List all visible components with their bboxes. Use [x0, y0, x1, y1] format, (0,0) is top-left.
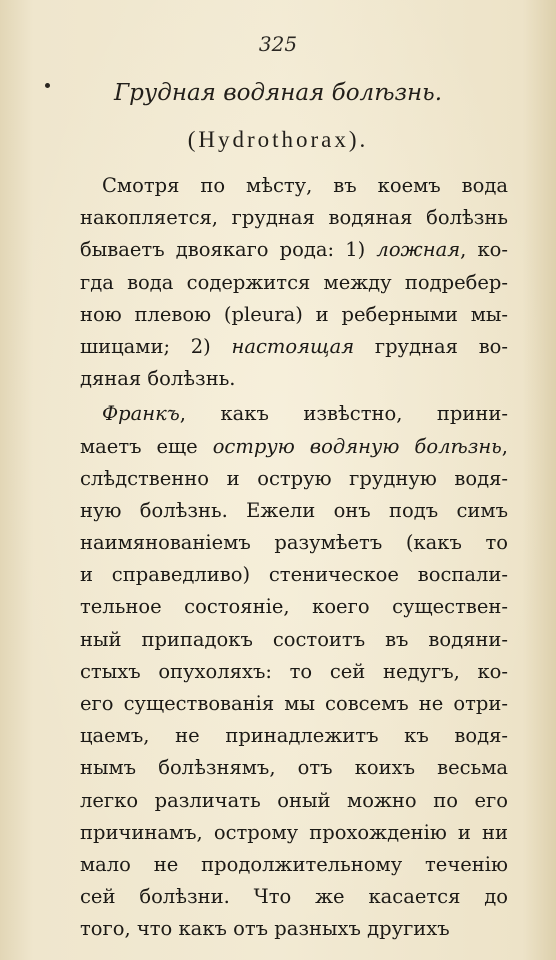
- text-line: [80, 170, 508, 202]
- text-segment: Смотря по мѣсту, въ коемъ вода: [102, 174, 508, 197]
- text-line: [80, 913, 508, 945]
- text-line: [80, 849, 508, 881]
- text-line: [80, 688, 508, 720]
- page-number: 325: [258, 32, 298, 56]
- emphasized-text: острую водяную болѣзнь: [212, 434, 502, 458]
- emphasized-text: Франкъ: [102, 402, 180, 426]
- text-line: [80, 881, 508, 913]
- text-segment: накопляется, грудная водяная болѣзнь: [80, 206, 508, 230]
- text-segment: гда вода содержится между подребер-: [80, 270, 508, 294]
- text-segment: маетъ еще: [80, 434, 213, 458]
- text-line: [80, 431, 508, 463]
- text-line: [80, 463, 508, 495]
- text-segment: тельное состояніе, коего существен-: [80, 595, 508, 619]
- body-text: [80, 170, 508, 946]
- text-line: [80, 363, 508, 395]
- text-line: [80, 398, 508, 430]
- text-segment: сей болѣзни. Что же касается до: [80, 885, 508, 909]
- text-segment: ный припадокъ состоитъ въ водяни-: [80, 627, 508, 651]
- text-segment: ную болѣзнь. Ежели онъ подъ симъ: [80, 498, 508, 522]
- text-line: [80, 591, 508, 623]
- text-segment: , ко-: [460, 238, 508, 262]
- text-segment: стыхъ опухоляхъ: то сей недугъ, ко-: [80, 659, 508, 683]
- text-line: [80, 624, 508, 656]
- text-segment: и справедливо) стеническое воспали-: [80, 563, 508, 587]
- text-line: [80, 299, 508, 331]
- text-line: [80, 785, 508, 817]
- text-line: [80, 817, 508, 849]
- text-segment: наимянованіемъ разумѣетъ (какъ то: [80, 531, 508, 555]
- text-line: [80, 267, 508, 299]
- text-segment: легко различать оный можно по его: [80, 788, 508, 812]
- paragraph: [80, 170, 508, 395]
- text-line: [80, 752, 508, 784]
- text-segment: ною плевою (pleura) и реберными мы-: [80, 302, 508, 326]
- text-segment: того, что какъ отъ разныхъ другихъ: [80, 917, 450, 941]
- text-line: [80, 495, 508, 527]
- text-segment: слѣдственно и острую грудную водя-: [80, 466, 508, 490]
- text-segment: шицами; 2): [80, 334, 232, 358]
- text-segment: мало не продолжительному теченію: [80, 852, 508, 876]
- text-segment: причинамъ, острому прохожденію и ни: [80, 820, 508, 844]
- text-segment: его существованія мы совсемъ не отри-: [80, 692, 508, 715]
- text-line: [80, 234, 508, 266]
- emphasized-text: ложная: [376, 238, 461, 262]
- paragraph: [80, 398, 508, 945]
- text-segment: , какъ извѣстно, прини-: [179, 402, 508, 426]
- text-line: [80, 331, 508, 363]
- text-line: [80, 720, 508, 752]
- text-line: [80, 559, 508, 591]
- text-segment: грудная во-: [354, 334, 508, 358]
- text-line: [80, 527, 508, 559]
- text-segment: цаемъ, не принадлежитъ къ водя-: [80, 724, 508, 748]
- text-segment: дяная болѣзнь.: [80, 367, 236, 391]
- emphasized-text: настоящая: [231, 334, 355, 358]
- section-subtitle: (Hydrothorax).: [187, 127, 369, 152]
- section-title: Грудная водяная болѣзнь.: [113, 80, 443, 106]
- text-segment: нымъ болѣзнямъ, отъ коихъ весьма: [80, 756, 508, 780]
- text-segment: бываетъ двоякаго рода: 1): [80, 238, 377, 262]
- text-segment: ,: [501, 434, 508, 458]
- text-line: [80, 202, 508, 234]
- text-line: [80, 656, 508, 688]
